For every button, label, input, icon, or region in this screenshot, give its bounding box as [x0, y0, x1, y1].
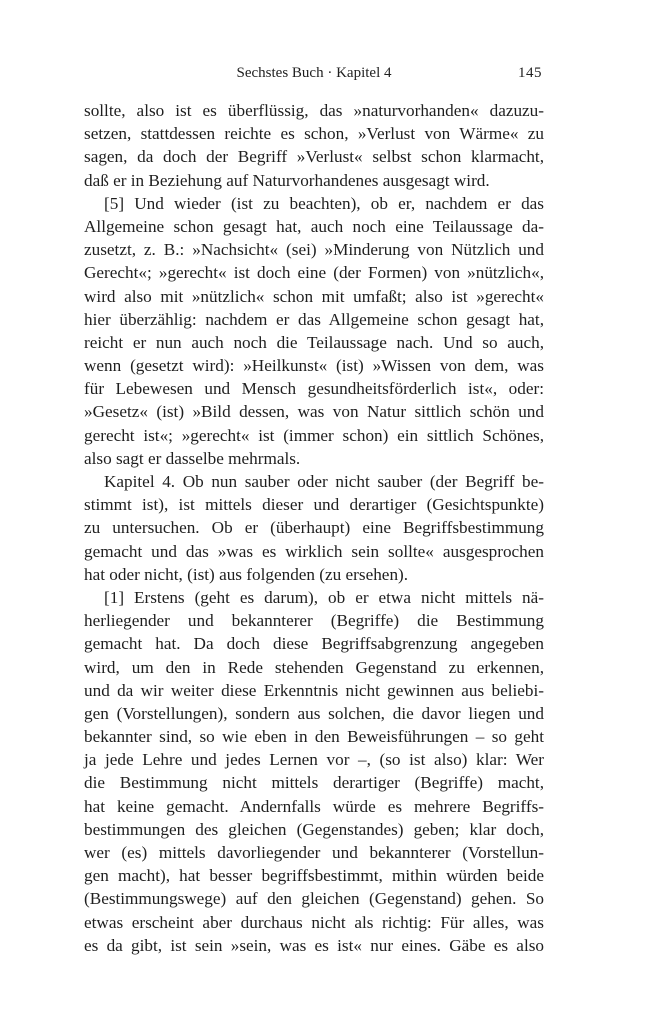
text-line: stimmt ist), ist mittels dieser und derartiger (Gesichtspunkte) — [84, 495, 544, 515]
paragraph-start-line: [5] Und wieder (ist zu beachten), ob er, nachdem er das — [104, 193, 544, 213]
text-line: gemacht und das »was es wirklich sein sollte« ausgesprochen — [84, 541, 544, 561]
text-line: zu untersuchen. Ob er (überhaupt) eine Begriffsbestimmung — [84, 518, 544, 538]
text-line: gen macht), hat besser begriffsbestimmt, mithin würden beide — [84, 866, 544, 886]
running-head — [84, 63, 544, 83]
running-title: Sechstes Buch · Kapitel 4 — [236, 65, 392, 81]
text-line: also sagt er dasselbe mehrmals. — [84, 448, 301, 468]
text-line: wer (es) mittels davorliegender und bekannterer (Vorstellun- — [84, 843, 544, 862]
text-line: es da gibt, ist sein »sein, was es ist« nur eines. Gäbe es also — [84, 935, 544, 955]
text-line: wird also mit »nützlich« schon mit umfaßt; also ist »gerecht« — [84, 286, 544, 306]
body-text — [84, 99, 544, 957]
text-line: und da wir weiter diese Erkenntnis nicht gewinnen aus beliebi- — [84, 680, 544, 700]
text-line: Allgemeine schon gesagt hat, auch noch eine Teilaussage da- — [84, 216, 544, 236]
paragraph-start-line: [1] Erstens (geht es darum), ob er etwa nicht mittels nä- — [104, 587, 544, 607]
chapter-start-line: Kapitel 4. Ob nun sauber oder nicht sauber (der Begriff be- — [104, 472, 544, 491]
text-line: setzen, stattdessen reichte es schon, »Verlust von Wärme« zu — [84, 124, 544, 144]
page-number: 145 — [518, 65, 542, 81]
text-line: sagen, da doch der Begriff »Verlust« selbst schon klarmacht, — [84, 147, 544, 167]
text-line: gen (Vorstellungen), sondern aus solchen, die davor liegen und — [84, 703, 544, 723]
text-line: daß er in Beziehung auf Naturvorhandenes ausgesagt wird. — [84, 170, 490, 190]
text-line: zusetzt, z. B.: »Nachsicht« (sei) »Minderung von Nützlich und — [84, 240, 544, 260]
text-line: sollte, also ist es überflüssig, das »naturvorhanden« dazuzu- — [84, 101, 544, 120]
text-line: gerecht ist«; »gerecht« ist (immer schon) ein sittlich Schönes, — [84, 425, 544, 445]
text-line: hat keine gemacht. Andernfalls würde es mehrere Begriffs- — [84, 796, 544, 816]
text-line: etwas erscheint aber durchaus nicht als richtig: Für alles, was — [84, 912, 544, 932]
text-line: für Lebewesen und Mensch gesundheitsförderlich ist«, oder: — [84, 379, 544, 399]
text-line: (Bestimmungswege) auf den gleichen (Gegenstand) gehen. So — [84, 889, 544, 909]
text-line: »Gesetz« (ist) »Bild dessen, was von Natur sittlich schön und — [84, 402, 544, 422]
text-line: herliegender und bekannterer (Begriffe) die Bestimmung — [84, 611, 544, 631]
text-line: bestimmungen des gleichen (Gegenstandes) geben; klar doch, — [84, 819, 544, 839]
text-line: hat oder nicht, (ist) aus folgenden (zu ersehen). — [84, 564, 409, 584]
text-line: bekannter sind, so wie eben in den Beweisführungen – so geht — [84, 727, 544, 747]
text-line: die Bestimmung nicht mittels derartiger (Begriffe) macht, — [84, 773, 544, 793]
text-line: ja jede Lehre und jedes Lernen vor –, (so ist also) klar: Wer — [84, 750, 544, 770]
text-line: wenn (gesetzt wird): »Heilkunst« (ist) »Wissen von dem, was — [84, 356, 544, 376]
text-line: reicht er nun auch noch die Teilaussage nach. Und so auch, — [84, 332, 544, 352]
text-line: wird, um den in Rede stehenden Gegenstand zu erkennen, — [84, 657, 544, 677]
text-line: hier überzählig: nachdem er das Allgemeine schon gesagt hat, — [84, 309, 544, 329]
text-line: gemacht hat. Da doch diese Begriffsabgrenzung angegeben — [84, 634, 544, 654]
text-line: Gerecht«; »gerecht« ist doch eine (der Formen) von »nützlich«, — [84, 263, 544, 283]
